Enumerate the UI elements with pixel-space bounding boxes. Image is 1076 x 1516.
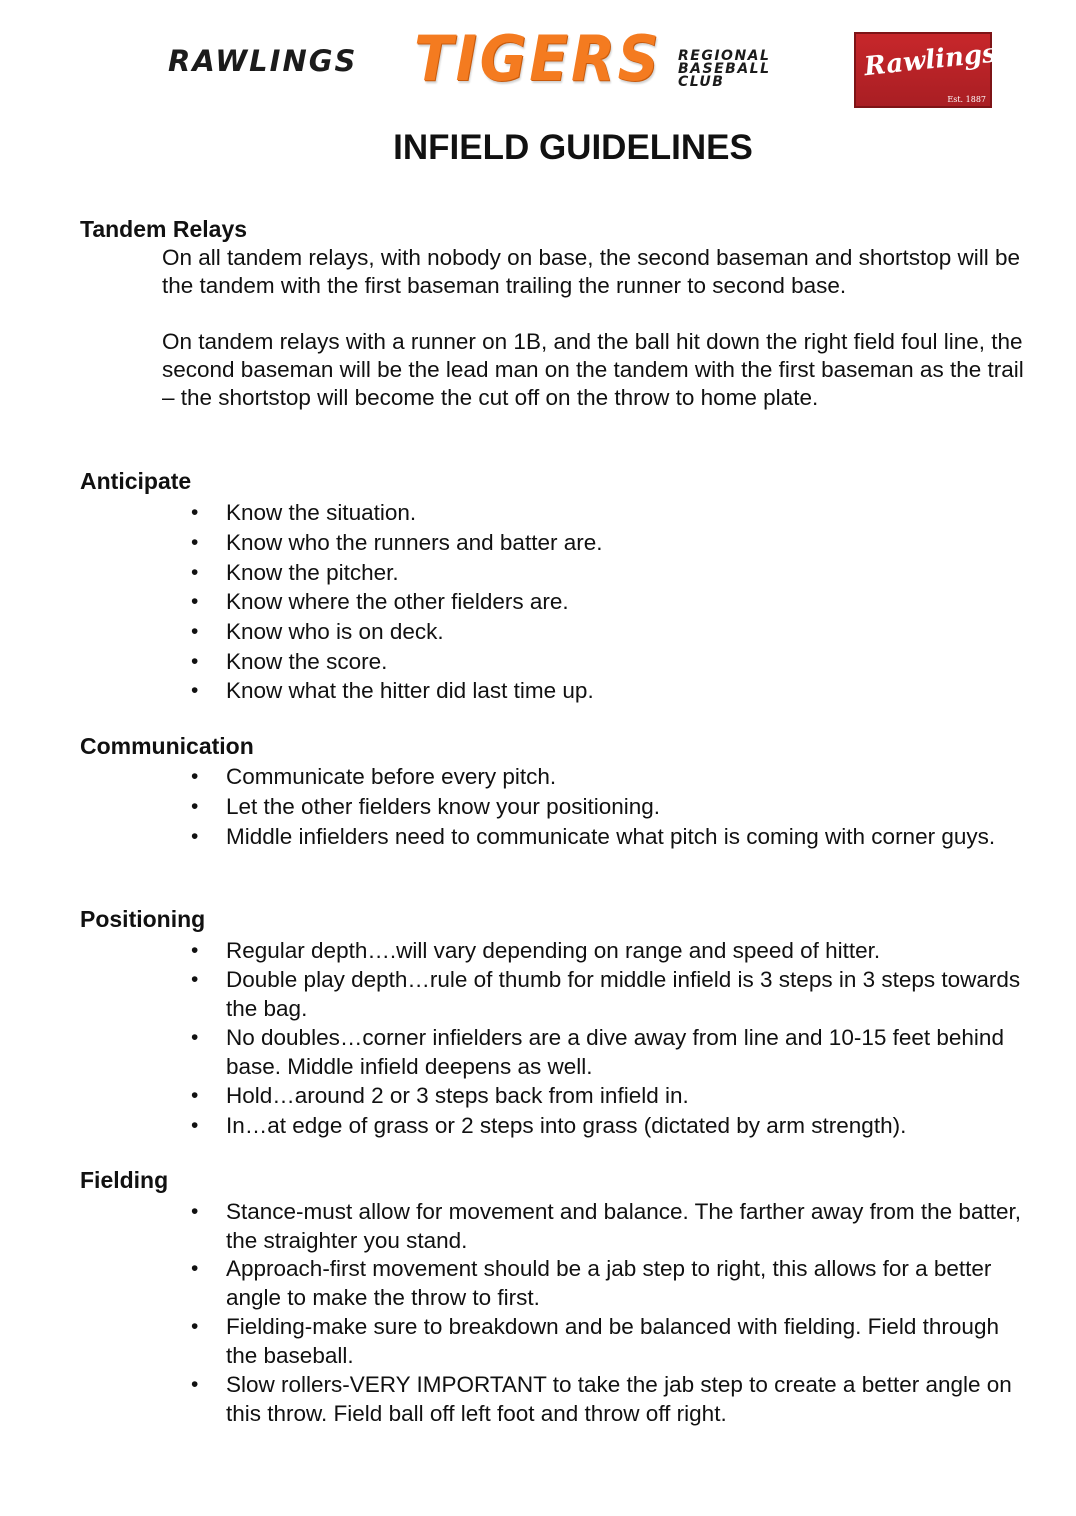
- rawlings-badge-logo: [854, 32, 999, 108]
- bullet-icon: •: [191, 561, 199, 584]
- list-item: [0, 1254, 1076, 1310]
- list-item-text: Let the other fielders know your positioning.: [226, 794, 661, 819]
- list-item: [0, 936, 1076, 966]
- list-item: [0, 498, 1076, 528]
- bullet-icon: •: [191, 650, 199, 673]
- list-item-text: No doubles…corner infielders are a dive away from line and 10-15 feet behind base. Middle infield deepens as well.: [226, 1025, 1004, 1079]
- bullet-icon: •: [191, 968, 199, 991]
- list-item: [0, 792, 1076, 822]
- list-item-text: In…at edge of grass or 2 steps into grass (dictated by arm strength).: [226, 1113, 907, 1138]
- list-item-text: Know where the other fielders are.: [226, 589, 569, 614]
- bullet-icon: •: [191, 620, 199, 643]
- section-heading-tandem-relays: Tandem Relays: [80, 216, 248, 242]
- bullet-icon: •: [191, 1084, 199, 1107]
- section-heading-communication: Communication: [80, 733, 254, 759]
- list-item-text: Double play depth…rule of thumb for middle infield is 3 steps in 3 steps towards the bag.: [226, 967, 1021, 1021]
- list-item-text: Regular depth….will vary depending on range and speed of hitter.: [226, 938, 881, 963]
- list-item-text: Know the pitcher.: [226, 560, 399, 585]
- list-item-text: Know the situation.: [226, 500, 417, 525]
- paragraph: On all tandem relays, with nobody on base, the second baseman and shortstop will be the tandem with the first baseman trailing the runner to second base.: [162, 245, 1021, 298]
- bullet-icon: •: [191, 531, 199, 554]
- list-item-text: Know what the hitter did last time up.: [226, 678, 594, 703]
- bullet-icon: •: [191, 1373, 199, 1396]
- brand-sub-line: CLUB: [678, 74, 725, 90]
- list-item-text: Fielding-make sure to breakdown and be balanced with fielding. Field through the baseball.: [226, 1314, 999, 1368]
- list-item: [0, 762, 1076, 792]
- bullet-icon: •: [191, 1026, 199, 1049]
- paragraph: On tandem relays with a runner on 1B, and the ball hit down the right field foul line, the second baseman will be the lead man on the tandem with the first baseman as the trail – the shortstop will become the cut off on the throw to home plate.: [162, 329, 1024, 410]
- list-item: [0, 676, 1076, 706]
- section-heading-fielding: Fielding: [80, 1167, 169, 1193]
- brand-subtitle: [678, 50, 771, 89]
- list-item: [0, 647, 1076, 677]
- list-item: [0, 1111, 1076, 1141]
- badge-established: Est. 1887: [947, 95, 986, 104]
- bullet-icon: •: [191, 590, 199, 613]
- page-title: INFIELD GUIDELINES: [393, 128, 753, 167]
- list-item: [0, 822, 1076, 852]
- list-item: [0, 1312, 1076, 1368]
- bullet-icon: •: [191, 501, 199, 524]
- bullet-icon: •: [191, 1200, 199, 1223]
- bullet-icon: •: [191, 795, 199, 818]
- list-item-text: Know who is on deck.: [226, 619, 444, 644]
- bullet-icon: •: [191, 1257, 199, 1280]
- brand-tigers-logo: TIGERS: [414, 22, 662, 95]
- list-item: [0, 587, 1076, 617]
- list-item: [0, 1023, 1076, 1079]
- list-item-text: Stance-must allow for movement and balance. The farther away from the batter, the straighter you stand.: [226, 1199, 1021, 1253]
- list-item-text: Know who the runners and batter are.: [226, 530, 603, 555]
- brand-sub-line: REGIONAL: [678, 48, 771, 64]
- list-item: [0, 558, 1076, 588]
- page-header: [0, 0, 1076, 120]
- list-item-text: Hold…around 2 or 3 steps back from infield in.: [226, 1083, 689, 1108]
- list-item-text: Approach-first movement should be a jab step to right, this allows for a better angle to make the throw to first.: [226, 1256, 992, 1310]
- list-item: [0, 965, 1076, 1021]
- list-item: [0, 528, 1076, 558]
- bullet-icon: •: [191, 1315, 199, 1338]
- list-item-text: Know the score.: [226, 649, 388, 674]
- bullet-icon: •: [191, 765, 199, 788]
- bullet-icon: •: [191, 1114, 199, 1137]
- badge-script: Rawlings: [862, 38, 999, 83]
- list-item: [0, 1197, 1076, 1253]
- bullet-icon: •: [191, 825, 199, 848]
- list-item: [0, 617, 1076, 647]
- list-item: [0, 1370, 1076, 1426]
- list-item: [0, 1081, 1076, 1111]
- list-item-text: Slow rollers-VERY IMPORTANT to take the jab step to create a better angle on this throw. Field ball off left foot and throw off right.: [226, 1372, 1012, 1426]
- section-heading-anticipate: Anticipate: [80, 468, 192, 494]
- section-heading-positioning: Positioning: [80, 906, 206, 932]
- list-item-text: Communicate before every pitch.: [226, 764, 557, 789]
- bullet-icon: •: [191, 679, 199, 702]
- bullet-icon: •: [191, 939, 199, 962]
- list-item-text: Middle infielders need to communicate what pitch is coming with corner guys.: [226, 824, 996, 849]
- brand-sub-line: BASEBALL: [678, 61, 771, 77]
- brand-rawlings-wordmark: RAWLINGS: [168, 44, 358, 78]
